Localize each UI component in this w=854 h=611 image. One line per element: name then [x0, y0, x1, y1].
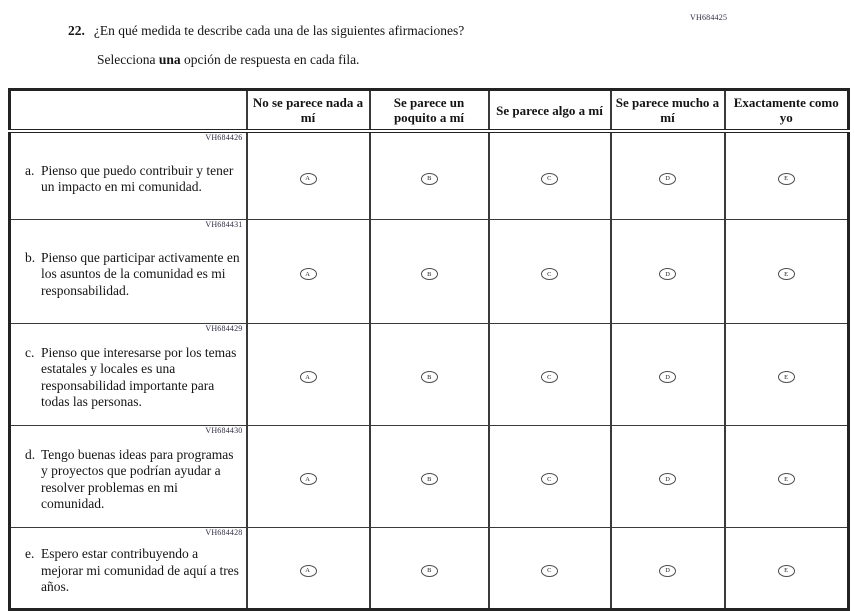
- option-cell: [725, 528, 849, 610]
- option-cell: [489, 131, 611, 220]
- option-cell: [247, 220, 370, 324]
- option-cell: [725, 131, 849, 220]
- header-row: [10, 90, 849, 132]
- option-cell: [489, 528, 611, 610]
- column-header-much-like-me: Se parece mucho a mí: [611, 90, 725, 132]
- column-header-somewhat-like-me: Se parece algo a mí: [489, 90, 611, 132]
- option-cell: [370, 131, 489, 220]
- radio-option-c1-e[interactable]: E: [778, 371, 795, 383]
- option-cell: [611, 528, 725, 610]
- radio-option-d1-b[interactable]: B: [421, 473, 438, 485]
- item-code-c: VH684429: [205, 324, 243, 333]
- statement-cell-e: [10, 528, 247, 610]
- option-cell: [725, 426, 849, 528]
- radio-option-b1-a[interactable]: A: [300, 268, 317, 280]
- item-text-a: Pienso que puedo contribuir y tener un impacto en mi comunidad.: [41, 162, 234, 194]
- radio-option-e1-b[interactable]: B: [421, 565, 438, 577]
- option-cell: [370, 220, 489, 324]
- radio-option-c1-d[interactable]: D: [659, 371, 676, 383]
- radio-option-b1-c[interactable]: C: [541, 268, 558, 280]
- question-text: ¿En qué medida te describe cada una de las siguientes afirmaciones?: [93, 23, 465, 38]
- option-cell: [370, 426, 489, 528]
- option-cell: [725, 324, 849, 426]
- response-matrix-table: [8, 88, 850, 611]
- item-code-e: VH684428: [205, 528, 243, 537]
- radio-option-d1-c[interactable]: C: [541, 473, 558, 485]
- item-letter-b: b.: [25, 249, 36, 265]
- instruction-prefix: Selecciona: [97, 52, 159, 67]
- radio-option-d1-e[interactable]: E: [778, 473, 795, 485]
- radio-option-e1-e[interactable]: E: [778, 565, 795, 577]
- item-letter-d: d.: [25, 446, 36, 462]
- question-line: [68, 23, 464, 39]
- radio-option-a1-e[interactable]: E: [778, 173, 795, 185]
- option-cell: [247, 324, 370, 426]
- radio-option-b1-e[interactable]: E: [778, 268, 795, 280]
- table-row-a: [10, 131, 849, 220]
- statement-cell-b: [10, 220, 247, 324]
- radio-option-a1-c[interactable]: C: [541, 173, 558, 185]
- item-letter-e: e.: [25, 546, 35, 562]
- option-cell: [611, 131, 725, 220]
- option-cell: [611, 220, 725, 324]
- instruction-bold-word: una: [158, 52, 181, 67]
- option-cell: [489, 220, 611, 324]
- radio-option-a1-b[interactable]: B: [421, 173, 438, 185]
- radio-option-e1-a[interactable]: A: [300, 565, 317, 577]
- table-row-b: [10, 220, 849, 324]
- option-cell: [611, 324, 725, 426]
- item-code-d: VH684430: [205, 426, 243, 435]
- item-text-b: Pienso que participar activamente en los asuntos de la comunidad es mi responsabilidad.: [41, 249, 240, 298]
- radio-option-c1-a[interactable]: A: [300, 371, 317, 383]
- table-row-e: [10, 528, 849, 610]
- statement-cell-a: [10, 131, 247, 220]
- radio-option-d1-a[interactable]: A: [300, 473, 317, 485]
- radio-option-c1-b[interactable]: B: [421, 371, 438, 383]
- instruction-text: [97, 52, 359, 68]
- option-cell: [725, 220, 849, 324]
- item-letter-c: c.: [25, 344, 35, 360]
- table-row-d: [10, 426, 849, 528]
- table-row-c: [10, 324, 849, 426]
- item-text-c: Pienso que interesarse por los temas estatales y locales es una responsabilidad importante para todas las personas.: [41, 344, 237, 409]
- statement-cell-c: [10, 324, 247, 426]
- option-cell: [370, 324, 489, 426]
- question-number: 22.: [68, 23, 85, 38]
- option-cell: [489, 324, 611, 426]
- item-text-e: Espero estar contribuyendo a mejorar mi comunidad de aquí a tres años.: [41, 546, 239, 595]
- radio-option-b1-d[interactable]: D: [659, 268, 676, 280]
- option-cell: [247, 131, 370, 220]
- item-code-a: VH684426: [205, 133, 243, 142]
- radio-option-e1-d[interactable]: D: [659, 565, 676, 577]
- option-cell: [611, 426, 725, 528]
- column-header-exactly-like-me: Exactamente como yo: [725, 90, 849, 132]
- radio-option-d1-d[interactable]: D: [659, 473, 676, 485]
- option-cell: [247, 426, 370, 528]
- item-text-d: Tengo buenas ideas para programas y proyectos que podrían ayudar a resolver problemas en mi comunidad.: [41, 446, 234, 511]
- radio-option-b1-b[interactable]: B: [421, 268, 438, 280]
- radio-option-a1-d[interactable]: D: [659, 173, 676, 185]
- column-header-little-like-me: Se parece un poquito a mí: [370, 90, 489, 132]
- item-code-b: VH684431: [205, 220, 243, 229]
- column-header-not-like-me: No se parece nada a mí: [247, 90, 370, 132]
- item-letter-a: a.: [25, 162, 35, 178]
- statement-header-cell-empty: [10, 90, 247, 132]
- instruction-suffix: opción de respuesta en cada fila.: [180, 52, 360, 67]
- statement-cell-d: [10, 426, 247, 528]
- option-cell: [489, 426, 611, 528]
- radio-option-c1-c[interactable]: C: [541, 371, 558, 383]
- radio-option-e1-c[interactable]: C: [541, 565, 558, 577]
- option-cell: [370, 528, 489, 610]
- option-cell: [247, 528, 370, 610]
- radio-option-a1-a[interactable]: A: [300, 173, 317, 185]
- question-accession-code: VH684425: [690, 13, 728, 22]
